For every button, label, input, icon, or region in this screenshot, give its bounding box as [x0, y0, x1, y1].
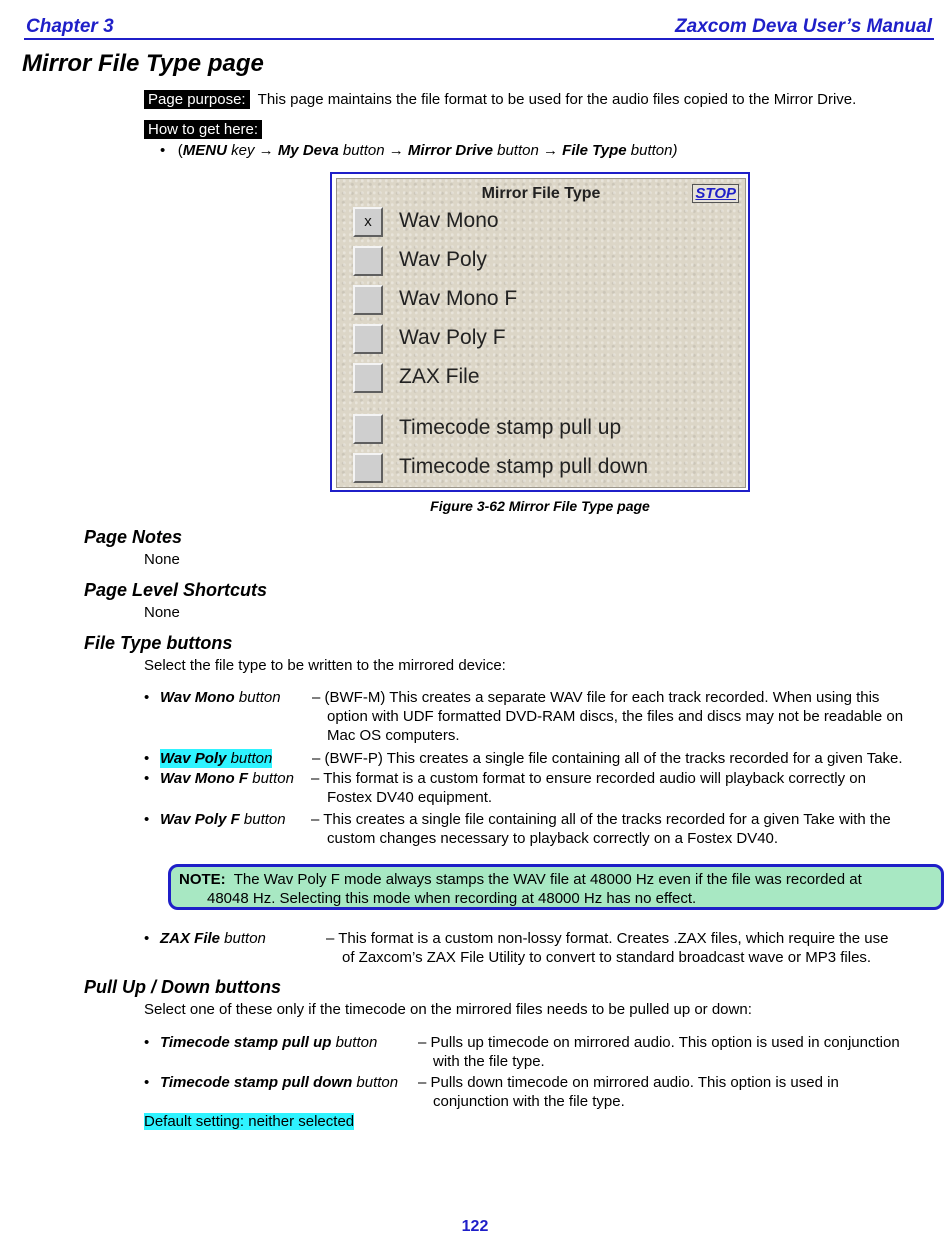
- option-label: Timecode stamp pull up: [399, 416, 622, 439]
- pull-intro: Select one of these only if the timecode on the mirrored files needs to be pulled up or down:: [144, 1001, 752, 1018]
- item-name: Timecode stamp pull down: [160, 1074, 353, 1091]
- option-label: ZAX File: [399, 365, 480, 388]
- note-label: NOTE:: [179, 871, 226, 888]
- note-text: 48048 Hz. Selecting this mode when recording at 48000 Hz has no effect.: [207, 890, 697, 907]
- option-label: Timecode stamp pull down: [399, 455, 649, 478]
- default-setting-text: Default setting: neither selected: [144, 1113, 355, 1130]
- arrow-icon: →: [258, 142, 274, 159]
- list-item: [144, 1073, 944, 1111]
- file-type-heading: File Type buttons: [84, 633, 233, 653]
- path-text: button): [626, 142, 678, 159]
- item-name: Timecode stamp pull up: [160, 1034, 332, 1051]
- purpose-label: Page purpose:: [144, 90, 250, 109]
- arrow-icon: →: [542, 142, 558, 159]
- checkbox[interactable]: [353, 414, 383, 444]
- my-deva-button-ref: My Deva: [277, 142, 339, 159]
- bullet: •: [144, 930, 150, 947]
- path-text: button: [492, 142, 543, 159]
- mirror-drive-button-ref: Mirror Drive: [407, 142, 493, 159]
- option-label: Wav Mono: [399, 209, 499, 232]
- button-word: button: [220, 930, 266, 947]
- stop-button[interactable]: STOP: [692, 184, 739, 203]
- file-type-intro: Select the file type to be written to the mirrored device:: [144, 657, 506, 674]
- checkbox[interactable]: [353, 453, 383, 483]
- file-type-button-ref: File Type: [562, 142, 627, 159]
- item-desc: custom changes necessary to playback correctly on a Fostex DV40.: [327, 830, 779, 847]
- item-name: ZAX File: [160, 930, 221, 947]
- bullet: •: [144, 770, 150, 787]
- arrow-icon: →: [388, 142, 404, 159]
- page-purpose: [144, 91, 856, 108]
- chapter-label: Chapter 3: [26, 16, 114, 37]
- list-item: [144, 810, 944, 848]
- page-notes-body: None: [144, 551, 180, 568]
- path-open: (: [177, 142, 183, 159]
- checkbox[interactable]: [353, 324, 383, 354]
- option-label: Wav Poly F: [399, 326, 506, 349]
- bullet: •: [160, 142, 166, 159]
- manual-title: Zaxcom Deva User’s Manual: [675, 16, 932, 37]
- how-to-label-row: [144, 121, 262, 138]
- button-word: button: [226, 750, 273, 767]
- button-word: button: [239, 811, 286, 828]
- checkbox[interactable]: [353, 363, 383, 393]
- item-desc: Fostex DV40 equipment.: [327, 789, 493, 806]
- button-word: button: [234, 689, 281, 706]
- bullet: •: [144, 1034, 150, 1051]
- pull-heading: Pull Up / Down buttons: [84, 977, 281, 997]
- option-label: Wav Mono F: [399, 287, 518, 310]
- item-desc: – (BWF-M) This creates a separate WAV file for each track recorded. When using this: [312, 689, 880, 706]
- how-to-path: [160, 142, 678, 159]
- item-desc: – (BWF-P) This creates a single file containing all of the tracks recorded for a given Take.: [312, 750, 903, 767]
- item-name: Wav Mono F: [160, 770, 249, 787]
- list-item: [144, 769, 944, 807]
- checkbox[interactable]: [353, 285, 383, 315]
- item-name: Wav Poly F: [160, 811, 240, 828]
- item-desc: – This format is a custom non-lossy format. Creates .ZAX files, which require the use: [326, 930, 889, 947]
- bullet: •: [144, 811, 150, 828]
- item-name: Wav Mono: [160, 689, 235, 706]
- bullet: •: [144, 750, 150, 767]
- how-to-label: How to get here:: [144, 120, 262, 139]
- bullet: •: [144, 689, 150, 706]
- list-item: [144, 688, 944, 745]
- note-box: [168, 864, 944, 910]
- path-text: key: [226, 142, 259, 159]
- page-number: 122: [461, 1218, 489, 1235]
- figure-caption: Figure 3-62 Mirror File Type page: [430, 498, 650, 514]
- checkbox[interactable]: [353, 246, 383, 276]
- option-label: Wav Poly: [399, 248, 487, 271]
- item-desc: of Zaxcom’s ZAX File Utility to convert to standard broadcast wave or MP3 files.: [342, 949, 872, 966]
- item-desc: option with UDF formatted DVD-RAM discs, the files and discs may not be readable on: [327, 708, 904, 725]
- list-item: [144, 749, 944, 768]
- button-word: button: [331, 1034, 378, 1051]
- item-name: Wav Poly: [160, 750, 227, 767]
- page-title: Mirror File Type page: [22, 50, 264, 77]
- shortcuts-heading: Page Level Shortcuts: [84, 580, 268, 600]
- item-desc: with the file type.: [433, 1053, 545, 1070]
- default-setting: [144, 1113, 354, 1130]
- screen-panel: [336, 178, 746, 488]
- page-header: [24, 16, 934, 40]
- item-desc: – This format is a custom format to ensure recorded audio will playback correctly on: [311, 770, 866, 787]
- button-word: button: [352, 1074, 399, 1091]
- checkbox[interactable]: x: [353, 207, 383, 237]
- item-desc: – Pulls up timecode on mirrored audio. This option is used in conjunction: [418, 1034, 900, 1051]
- menu-key: MENU: [182, 142, 227, 159]
- shortcuts-body: None: [144, 604, 180, 621]
- button-word: button: [248, 770, 294, 787]
- screen-title: Mirror File Type: [481, 185, 601, 202]
- list-item: [144, 929, 944, 967]
- item-desc: – Pulls down timecode on mirrored audio. This option is used in: [418, 1074, 839, 1091]
- page-notes-heading: Page Notes: [84, 527, 183, 547]
- note-text: The Wav Poly F mode always stamps the WAV file at 48000 Hz even if the file was recorded at: [225, 871, 862, 888]
- item-desc: conjunction with the file type.: [433, 1093, 625, 1110]
- list-item: [144, 1033, 944, 1071]
- item-desc: Mac OS computers.: [327, 727, 460, 744]
- bullet: •: [144, 1074, 150, 1091]
- item-desc: – This creates a single file containing all of the tracks recorded for a given Take with the: [311, 811, 891, 828]
- mirror-file-type-screen: [330, 172, 750, 492]
- purpose-text: This page maintains the file format to be used for the audio files copied to the Mirror Drive.: [257, 91, 857, 108]
- path-text: button: [338, 142, 389, 159]
